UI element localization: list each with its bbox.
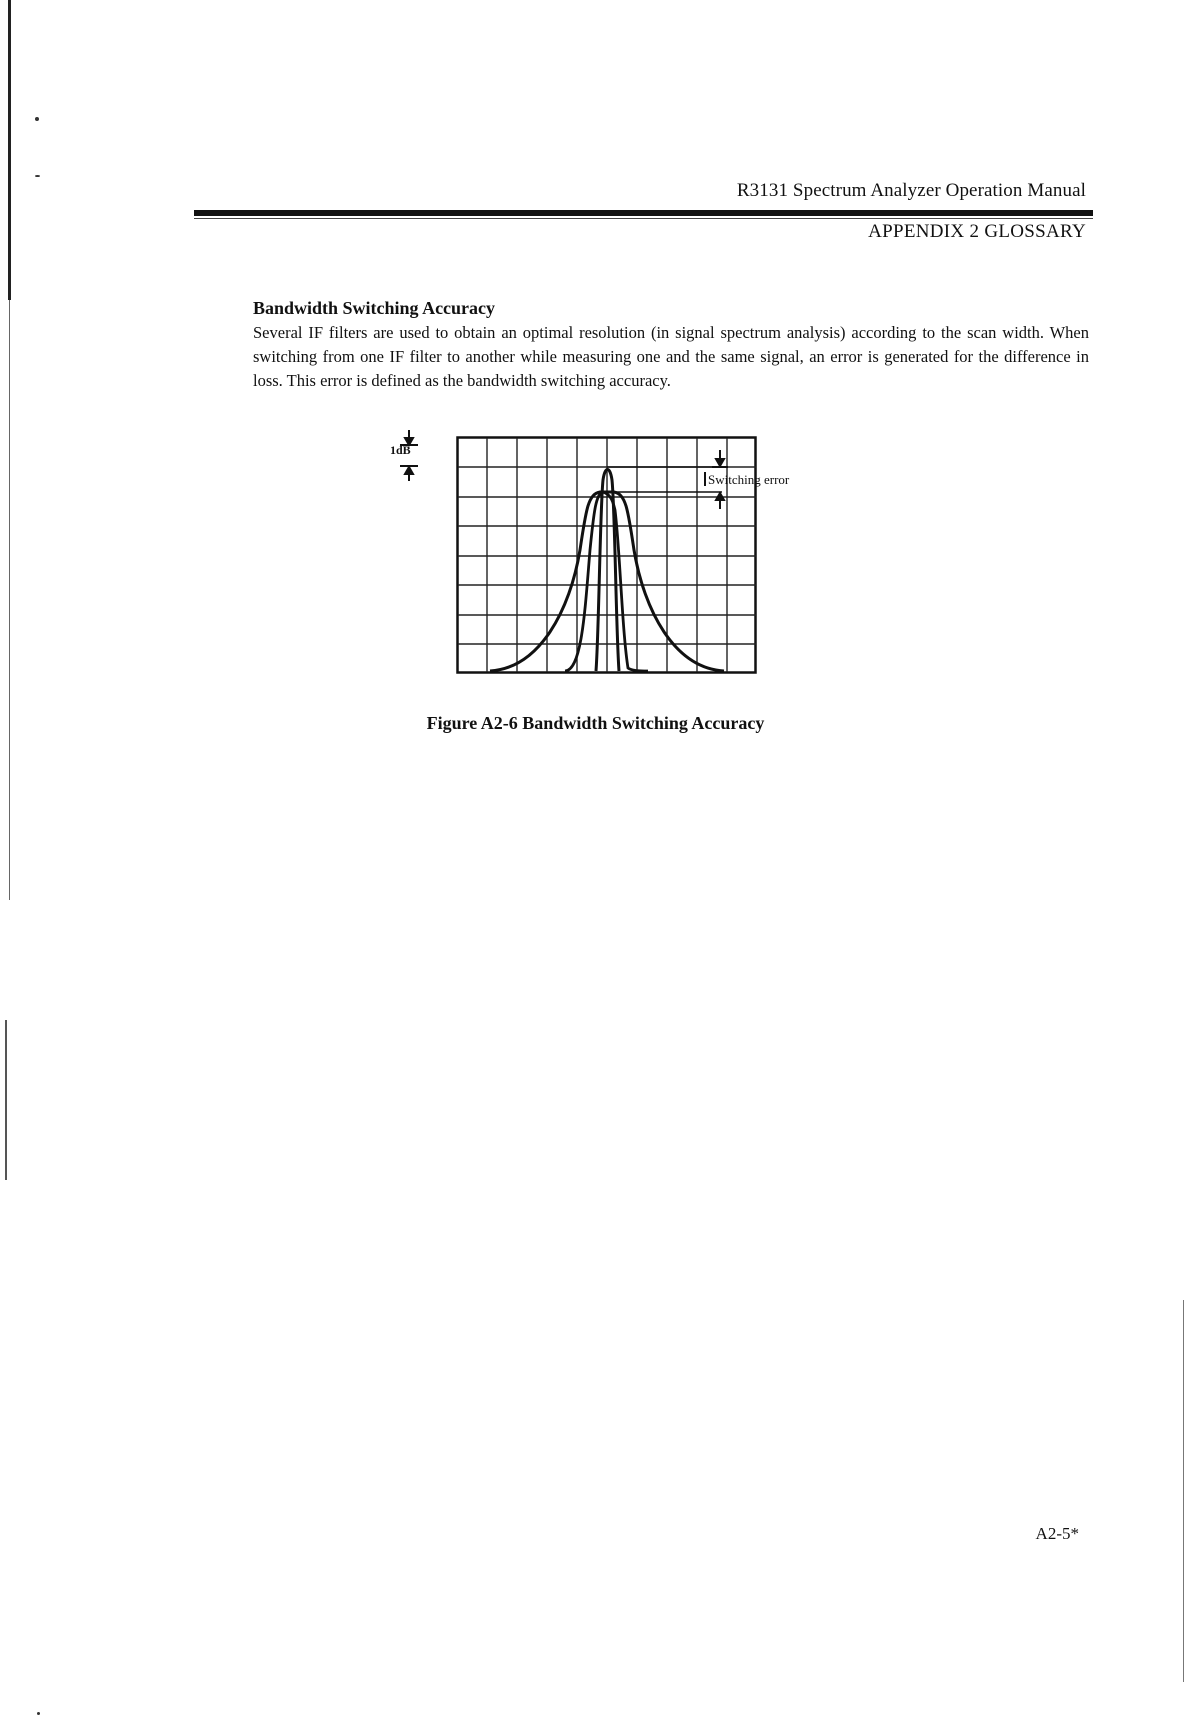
figure-caption: Figure A2-6 Bandwidth Switching Accuracy	[426, 713, 765, 733]
header-rule-thin	[194, 218, 1093, 219]
switching-error-label: Switching error	[708, 472, 790, 487]
page-number: A2-5*	[1035, 1524, 1079, 1543]
section-label: APPENDIX 2 GLOSSARY	[868, 221, 1086, 242]
bandwidth-figure	[390, 430, 900, 680]
definition-paragraph: Several IF filters are used to obtain an optimal resolution (in signal spectrum analysis) according to the scan width. When switching from one IF filter to another while measuring one and the same signal, an error is generated for the difference in loss. This error is defined as the bandwidth switching accuracy.	[253, 323, 1089, 390]
scan-speck	[35, 117, 39, 121]
term-heading: Bandwidth Switching Accuracy	[253, 298, 496, 318]
scan-edge-mark	[1183, 1300, 1184, 1682]
scan-edge-mark	[5, 1020, 7, 1180]
running-header: R3131 Spectrum Analyzer Operation Manual	[736, 180, 1086, 201]
header-rule	[194, 210, 1093, 216]
scan-edge-mark	[9, 300, 10, 900]
scan-speck	[35, 175, 40, 177]
scale-label: 1dB	[390, 443, 411, 457]
scan-edge-mark	[8, 0, 11, 300]
